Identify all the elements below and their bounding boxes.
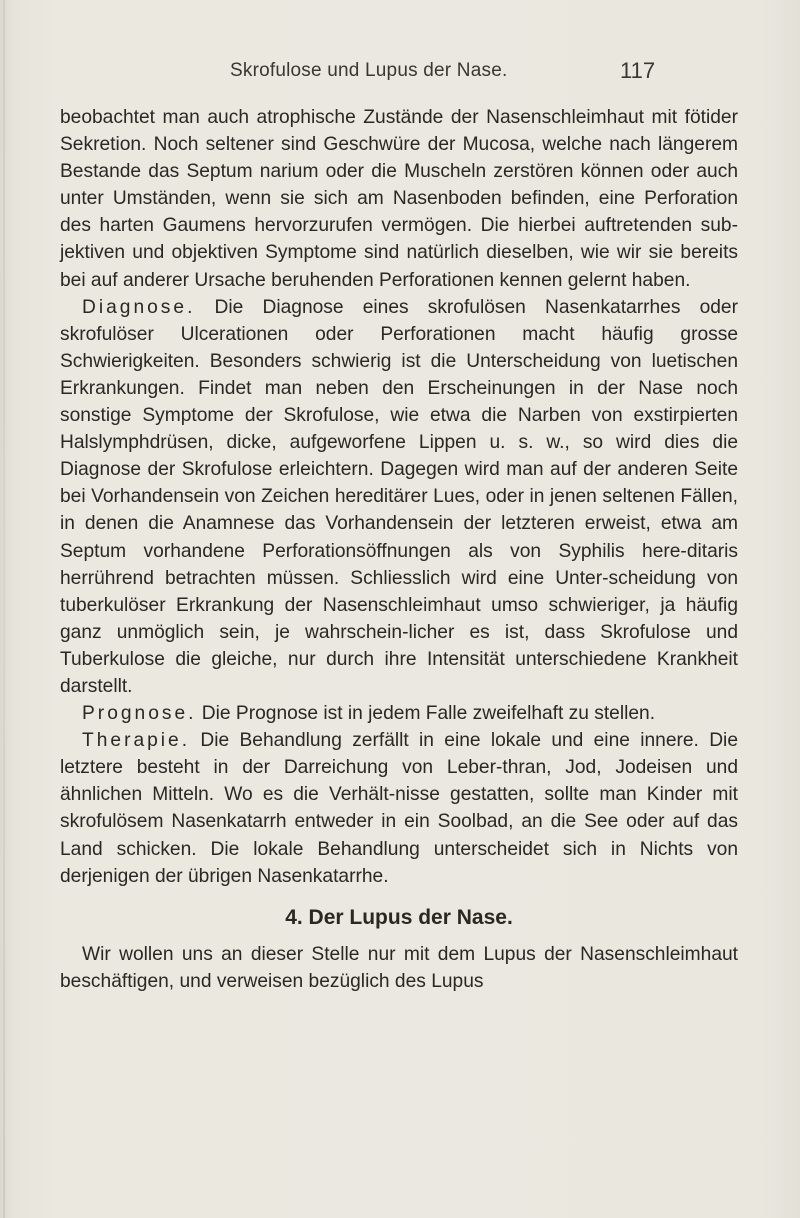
- section-heading: 4. Der Lupus der Nase.: [285, 905, 513, 929]
- therapie-text: Die Behandlung zerfällt in eine lokale und eine innere. Die letztere besteht in der Darreichung von Leber-thran, Jod, Jodeisen und ähnlichen Mitteln. Wo es die Verhält-nisse gestatten, sollte man Kinder mit skrofulösem Nasenkatarrh entweder in ein Soolbad, an die See oder auf das Land schicken. Die lokale Behandlung unterscheidet sich in Nichts von derjenigen der übrigen Nasenkatarrhe.: [60, 730, 738, 887]
- page-header: [0, 58, 800, 92]
- diagnose-text: Die Diagnose eines skrofulösen Nasenkatarrhes oder skrofulöser Ulcerationen oder Perforationen macht häufig grosse Schwierigkeiten. Besonders schwierig ist die Unterscheidung von luetischen Erkrankungen. Findet man neben den Erscheinungen in der Nase noch sonstige Symptome der Skrofulose, wie etwa die Narben von exstirpierten Halslymphdrüsen, dicke, aufgeworfene Lippen u. s. w., so wird dies die Diagnose der Skrofulose erleichtern. Dagegen wird man auf der anderen Seite bei Vorhandensein von Zeichen hereditärer Lues, oder in jenen seltenen Fällen, in denen die Anamnese das Vorhandensein der letzteren erweist, etwa am Septum vorhandene Perforationsöffnungen als von Syphilis here-ditaris herrührend betrachten müssen. Schliesslich wird eine Unter-scheidung von tuberkulöser Erkrankung der Nasenschleimhaut umso schwieriger, ja häufig ganz unmöglich sein, je wahrschein-licher es ist, dass Skrofulose und Tuberkulose die gleiche, nur durch ihre Intensität unterschiedene Krankheit darstellt.: [60, 296, 738, 697]
- therapie-lead: Therapie.: [82, 730, 191, 752]
- paragraph-therapie: [60, 727, 738, 890]
- page-body: [60, 104, 738, 995]
- paragraph-diagnose: [60, 294, 738, 700]
- paragraph-1: beobachtet man auch atrophische Zustände der Nasenschleimhaut mit fötider Sekretion. Noch seltener sind Geschwüre der Mucosa, welche nach längerem Bestande das Septum narium oder die Muscheln zerstören können oder auch unter Umständen, wenn sie sich am Nasenboden befinden, eine Perforation des harten Gaumens hervorzurufen vermögen. Die hierbei auftretenden sub-jektiven und objektiven Symptome sind natürlich dieselben, wie wir sie bereits bei auf anderer Ursache beruhenden Perforationen kennen gelernt haben.: [60, 107, 738, 291]
- prognose-lead: Prognose.: [82, 703, 197, 725]
- page-gutter-shadow: [3, 0, 5, 1218]
- page-number: 117: [620, 58, 656, 83]
- diagnose-lead: Diagnose.: [82, 296, 196, 318]
- paragraph-lupus: Wir wollen uns an dieser Stelle nur mit dem Lupus der Nasenschleimhaut beschäftigen, und verweisen bezüglich des Lupus: [60, 943, 738, 992]
- prognose-text: Die Prognose ist in jedem Falle zweifelhaft zu stellen.: [196, 703, 656, 725]
- running-head: Skrofulose und Lupus der Nase.: [230, 60, 508, 81]
- paragraph-prognose: [60, 700, 738, 727]
